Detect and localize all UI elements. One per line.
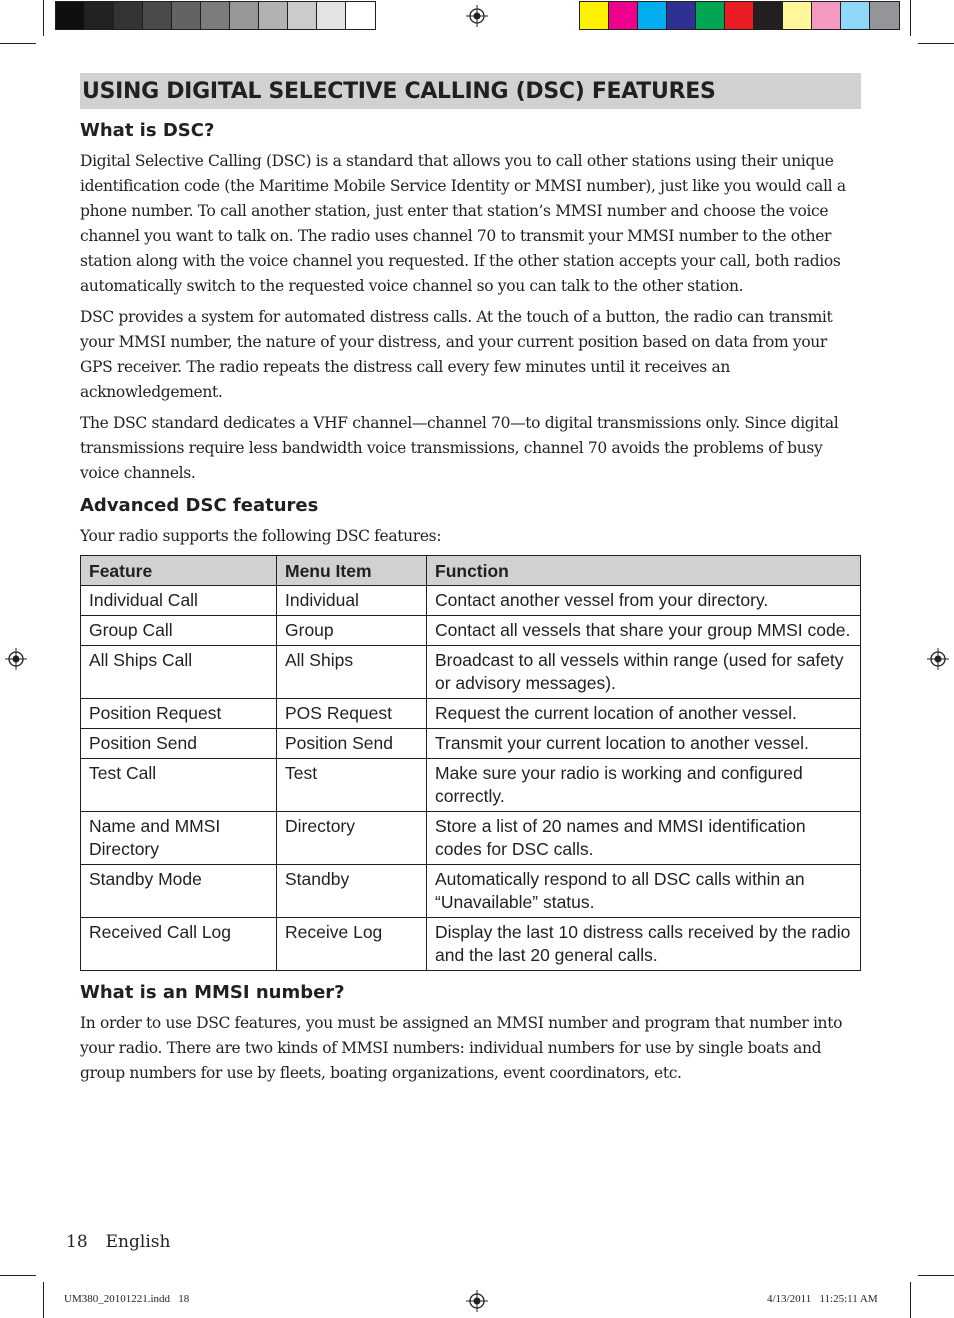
paragraph: The DSC standard dedicates a VHF channel—channel 70—to digital transmissions only. Since digital transmissions require less bandwidth voice transmissions, channel 70 avoids the problems of busy voice channels. <box>80 414 839 482</box>
feature-cell: Standby Mode <box>81 865 277 918</box>
crop-mark <box>918 43 954 44</box>
menu-item-cell: Receive Log <box>277 918 427 971</box>
section-heading-what-is-dsc: What is DSC? <box>80 120 215 141</box>
color-swatch <box>783 2 812 29</box>
color-swatch <box>230 2 259 29</box>
table-row <box>81 616 861 646</box>
function-cell: Contact another vessel from your directory. <box>427 586 861 616</box>
slug-filename: UM380_20101221.indd 18 <box>64 1293 190 1305</box>
color-calibration-bar <box>579 1 900 30</box>
menu-item-cell: All Ships <box>277 646 427 699</box>
color-swatch <box>288 2 317 29</box>
color-swatch <box>696 2 725 29</box>
feature-cell: Name and MMSI Directory <box>81 812 277 865</box>
color-swatch <box>56 2 85 29</box>
column-header-menu-item: Menu Item <box>277 556 427 586</box>
table-row <box>81 918 861 971</box>
table-header-row <box>81 556 861 586</box>
color-swatch <box>754 2 783 29</box>
menu-item-cell: Standby <box>277 865 427 918</box>
section-heading-what-is-mmsi: What is an MMSI number? <box>80 982 345 1003</box>
crop-mark <box>43 1282 44 1318</box>
function-cell: Display the last 10 distress calls received by the radio and the last 20 general calls. <box>427 918 861 971</box>
color-swatch <box>841 2 870 29</box>
registration-mark-icon <box>466 5 488 27</box>
feature-cell: Position Request <box>81 699 277 729</box>
color-swatch <box>317 2 346 29</box>
page-title: USING DIGITAL SELECTIVE CALLING (DSC) FEATURES <box>80 73 861 109</box>
function-cell: Transmit your current location to another vessel. <box>427 729 861 759</box>
color-swatch <box>609 2 638 29</box>
function-cell: Automatically respond to all DSC calls within an “Unavailable” status. <box>427 865 861 918</box>
dsc-features-table <box>80 555 861 971</box>
crop-mark <box>0 43 36 44</box>
crop-mark <box>43 0 44 36</box>
function-cell: Store a list of 20 names and MMSI identification codes for DSC calls. <box>427 812 861 865</box>
table-row <box>81 729 861 759</box>
color-swatch <box>638 2 667 29</box>
registration-mark-icon <box>5 648 27 670</box>
table-row <box>81 865 861 918</box>
color-swatch <box>259 2 288 29</box>
page-number: 18 <box>66 1232 88 1252</box>
registration-mark-icon <box>466 1290 488 1312</box>
feature-cell: Test Call <box>81 759 277 812</box>
table-row <box>81 586 861 616</box>
color-swatch <box>172 2 201 29</box>
color-swatch <box>85 2 114 29</box>
color-swatch <box>725 2 754 29</box>
color-swatch <box>346 2 375 29</box>
paragraph: Digital Selective Calling (DSC) is a standard that allows you to call other stations using their unique identification code (the Maritime Mobile Service Identity or MMSI number), just like you would call a phone number. To call another station, just enter that station’s MMSI number and choose the voice channel you want to talk on. The radio uses channel 70 to transmit your MMSI number to the other station along with the voice channel you requested. If the other station accepts your call, both radios automatically switch to the requested voice channel so you can talk to the other station. <box>80 152 846 295</box>
page-footer <box>66 1232 170 1252</box>
color-swatch <box>114 2 143 29</box>
footer-language: English <box>105 1232 171 1252</box>
function-cell: Contact all vessels that share your group MMSI code. <box>427 616 861 646</box>
color-swatch <box>143 2 172 29</box>
function-cell: Broadcast to all vessels within range (used for safety or advisory messages). <box>427 646 861 699</box>
menu-item-cell: Directory <box>277 812 427 865</box>
color-swatch <box>667 2 696 29</box>
crop-mark <box>918 1275 954 1276</box>
color-swatch <box>201 2 230 29</box>
crop-mark <box>910 0 911 36</box>
color-swatch <box>812 2 841 29</box>
section-heading-advanced-dsc: Advanced DSC features <box>80 495 319 516</box>
table-row <box>81 699 861 729</box>
column-header-feature: Feature <box>81 556 277 586</box>
registration-mark-icon <box>927 648 949 670</box>
color-swatch <box>870 2 899 29</box>
paragraph: In order to use DSC features, you must be assigned an MMSI number and program that number into your radio. There are two kinds of MMSI numbers: individual numbers for use by single boats and group numbers for use by fleets, boating organizations, event coordinators, etc. <box>80 1014 843 1082</box>
paragraph: DSC provides a system for automated distress calls. At the touch of a button, the radio can transmit your MMSI number, the nature of your distress, and your current position based on data from your GPS receiver. The radio repeats the distress call every few minutes until it receives an acknowledgement. <box>80 308 833 401</box>
function-cell: Make sure your radio is working and configured correctly. <box>427 759 861 812</box>
menu-item-cell: Test <box>277 759 427 812</box>
crop-mark <box>910 1282 911 1318</box>
table-row <box>81 646 861 699</box>
crop-mark <box>0 1275 36 1276</box>
page-content <box>80 73 861 1092</box>
gray-calibration-bar <box>55 1 376 30</box>
menu-item-cell: POS Request <box>277 699 427 729</box>
table-row <box>81 759 861 812</box>
column-header-function: Function <box>427 556 861 586</box>
menu-item-cell: Position Send <box>277 729 427 759</box>
slug-timestamp: 4/13/2011 11:25:11 AM <box>767 1293 878 1305</box>
feature-cell: Group Call <box>81 616 277 646</box>
feature-cell: All Ships Call <box>81 646 277 699</box>
color-swatch <box>580 2 609 29</box>
function-cell: Request the current location of another vessel. <box>427 699 861 729</box>
feature-cell: Received Call Log <box>81 918 277 971</box>
table-intro: Your radio supports the following DSC features: <box>80 527 442 545</box>
feature-cell: Individual Call <box>81 586 277 616</box>
menu-item-cell: Individual <box>277 586 427 616</box>
menu-item-cell: Group <box>277 616 427 646</box>
feature-cell: Position Send <box>81 729 277 759</box>
table-row <box>81 812 861 865</box>
